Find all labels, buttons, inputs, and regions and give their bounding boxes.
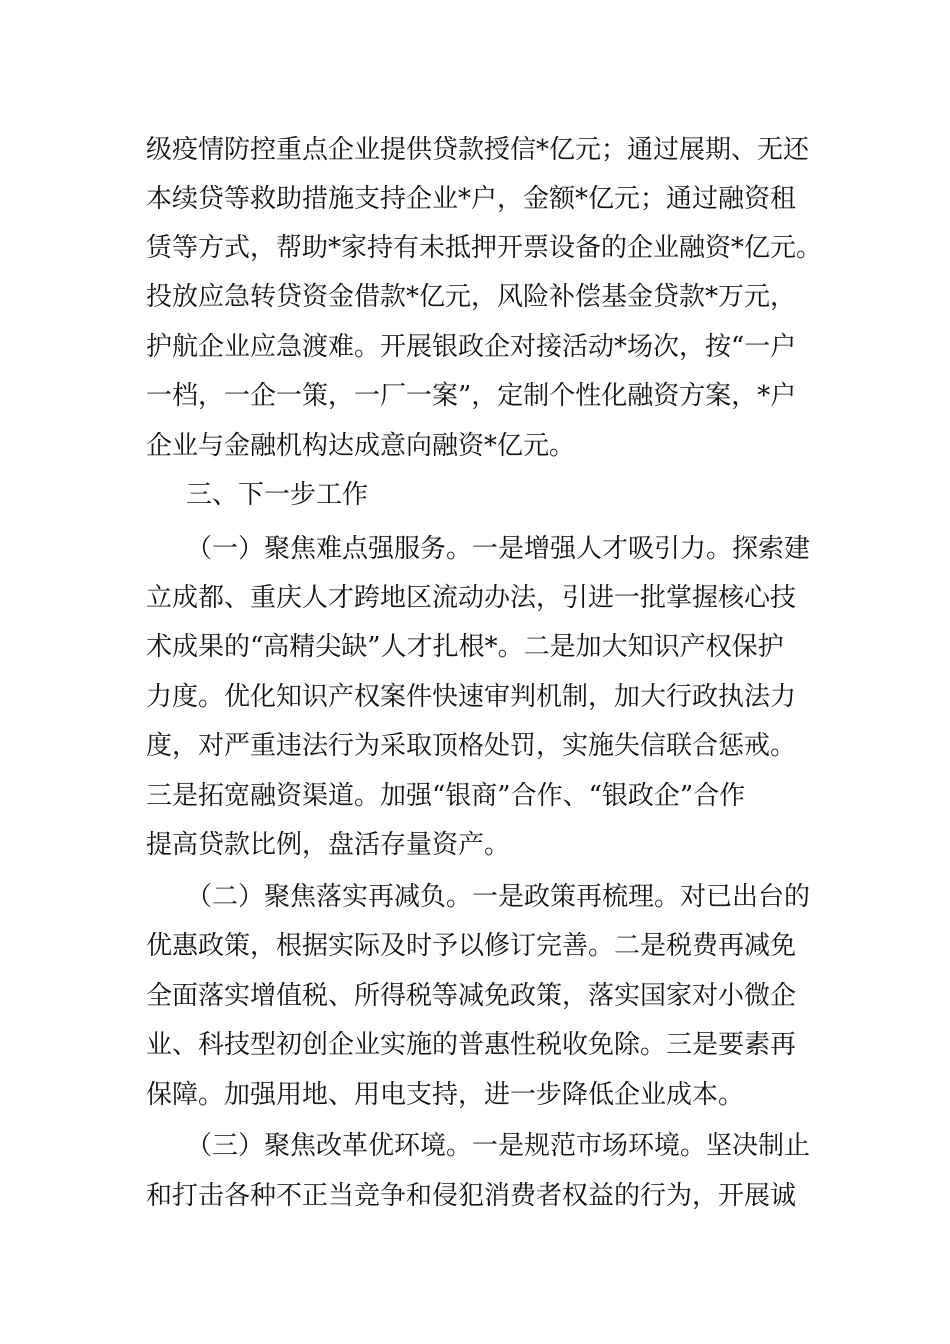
paragraph-line: （三）聚焦改革优环境。一是规范市场环境。坚决制止 [186, 1131, 811, 1161]
paragraph-line: 度，对严重违法行为采取顶格处罚，实施失信联合惩戒。 [146, 731, 797, 761]
paragraph-line: 保障。加强用地、用电支持，进一步降低企业成本。 [146, 1080, 745, 1110]
paragraph-line: 提高贷款比例，盘活存量资产。 [146, 830, 511, 860]
paragraph-line: 优惠政策，根据实际及时予以修订完善。二是税费再减免 [146, 931, 797, 961]
paragraph-line: 本续贷等救助措施支持企业*户，金额*亿元；通过融资租 [146, 184, 797, 214]
paragraph-line: 和打击各种不正当竞争和侵犯消费者权益的行为，开展诚 [146, 1181, 797, 1211]
paragraph-line: 全面落实增值税、所得税等减免政策，落实国家对小微企 [146, 981, 797, 1011]
paragraph-line: 级疫情防控重点企业提供贷款授信*亿元；通过展期、无还 [146, 135, 810, 165]
paragraph-line: （一）聚焦难点强服务。一是增强人才吸引力。探索建 [186, 534, 811, 564]
paragraph-line: 力度。优化知识产权案件快速审判机制，加大行政执法力 [146, 682, 797, 712]
paragraph-line: 一档，一企一策，一厂一案”，定制个性化融资方案，*户 [146, 381, 797, 411]
paragraph-line: 术成果的“高精尖缺”人才扎根*。二是加大知识产权保护 [146, 632, 784, 662]
paragraph-line: 立成都、重庆人才跨地区流动办法，引进一批掌握核心技 [146, 583, 797, 613]
section-heading: 三、下一步工作 [186, 480, 369, 510]
paragraph-line: 赁等方式，帮助*家持有未抵押开票设备的企业融资*亿元。 [146, 233, 823, 263]
paragraph-line: 企业与金融机构达成意向融资*亿元。 [146, 431, 576, 461]
paragraph-line: （二）聚焦落实再减负。一是政策再梳理。对已出台的 [186, 882, 811, 912]
paragraph-line: 三是拓宽融资渠道。加强“银商”合作、“银政企”合作 [146, 781, 746, 811]
paragraph-line: 业、科技型初创企业实施的普惠性税收免除。三是要素再 [146, 1030, 797, 1060]
paragraph-line: 投放应急转贷资金借款*亿元，风险补偿基金贷款*万元， [146, 282, 797, 312]
paragraph-line: 护航企业应急渡难。开展银政企对接活动*场次，按“一户 [146, 332, 797, 362]
